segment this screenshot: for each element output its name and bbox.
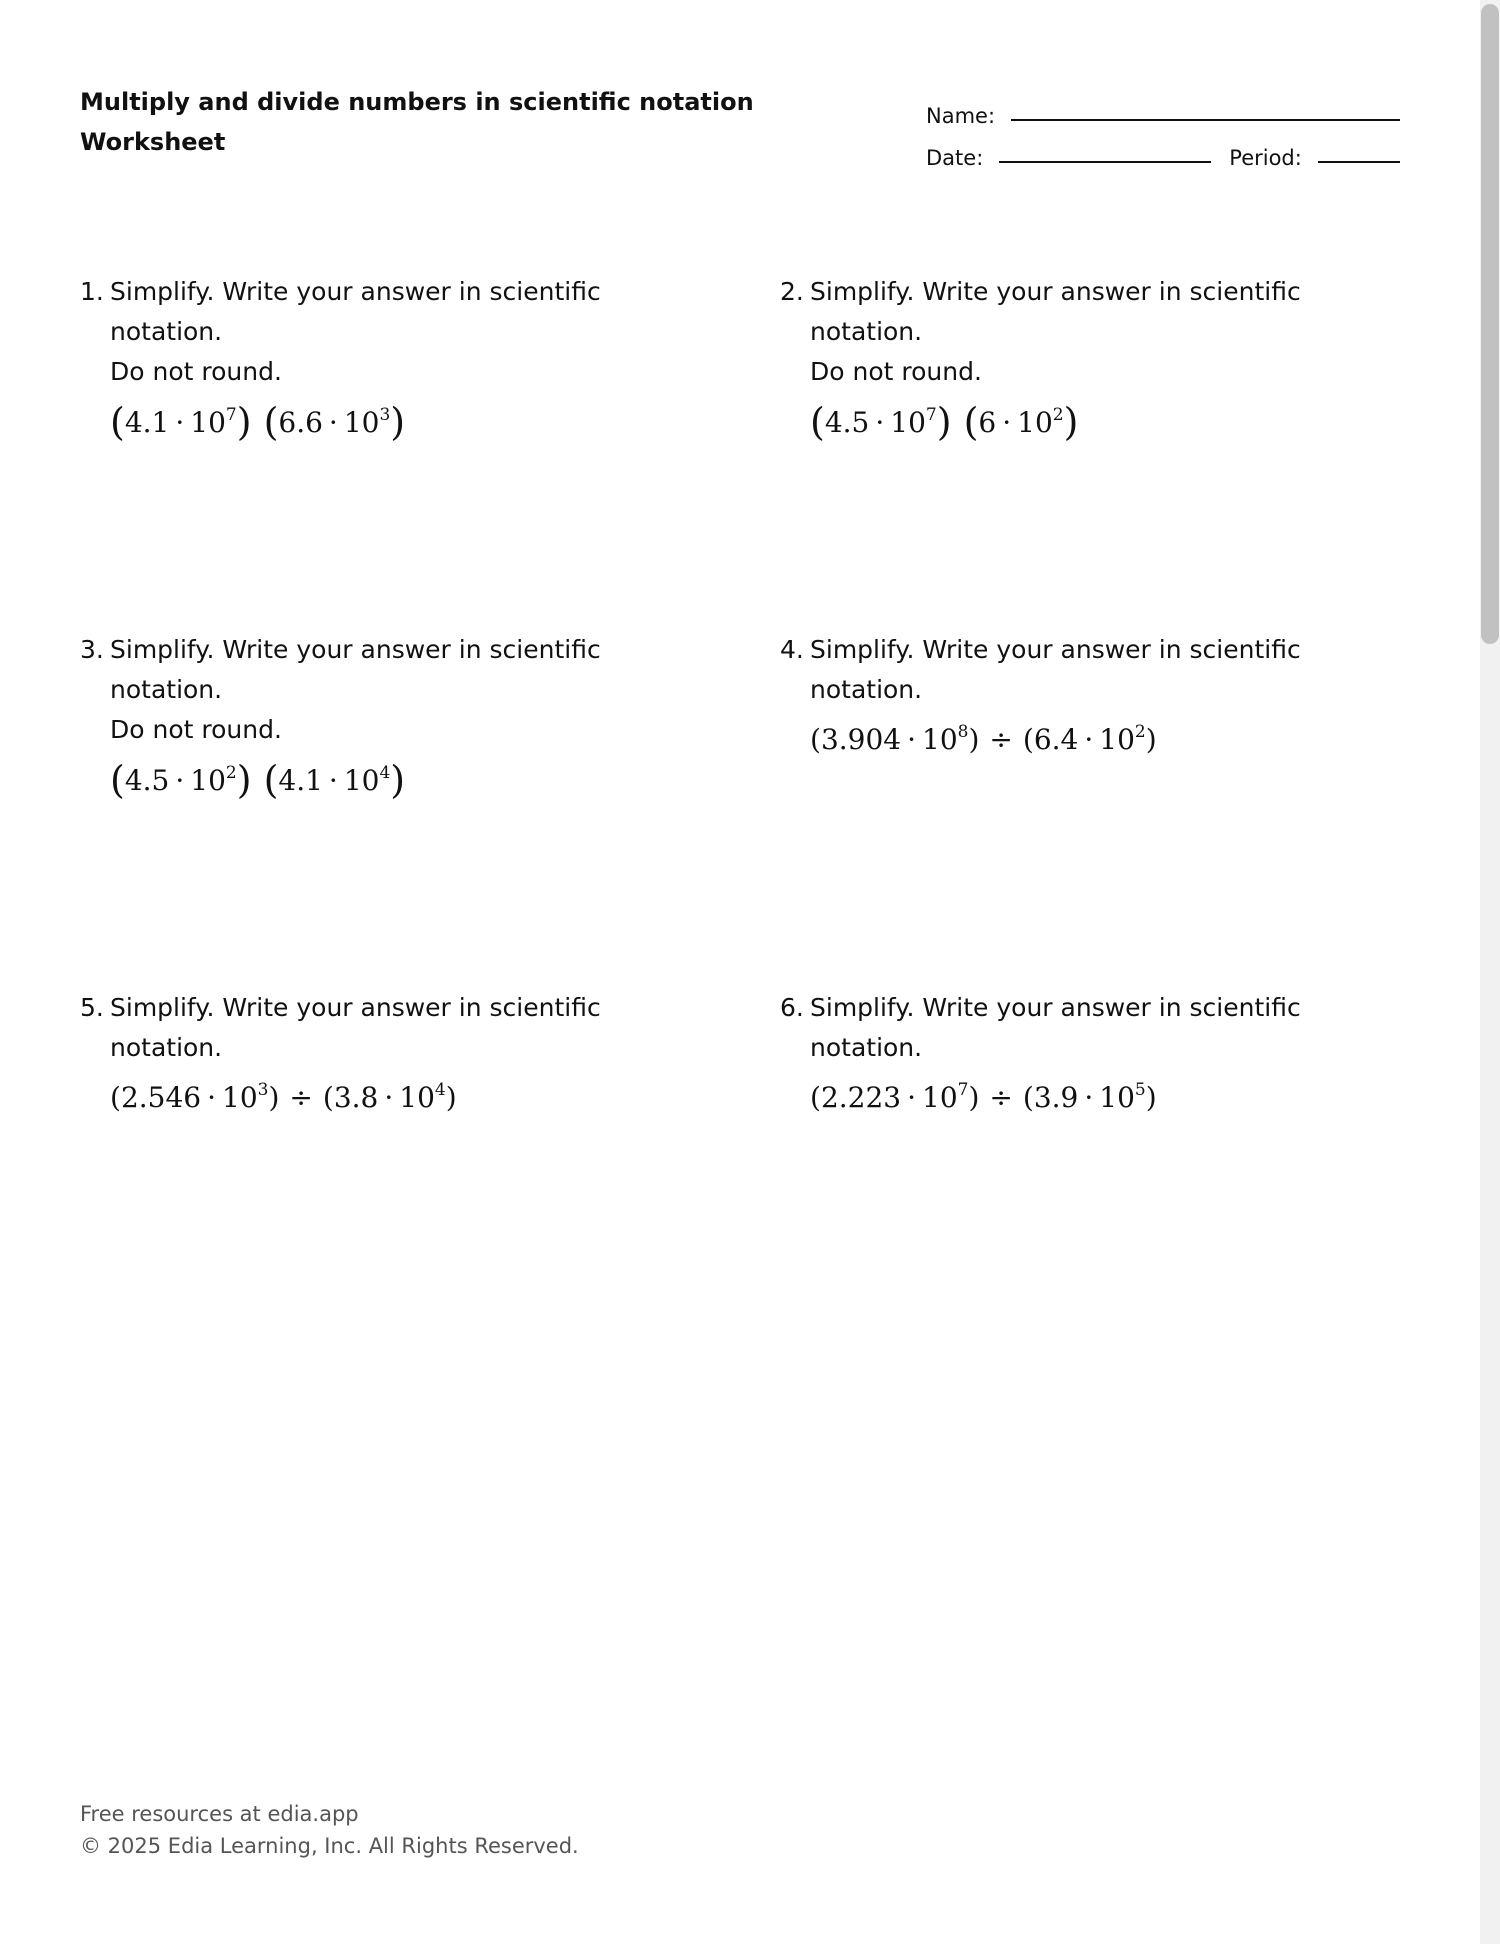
coefficient-a: 2.223: [820, 1081, 902, 1114]
coefficient-a: 2.546: [120, 1081, 202, 1114]
problem-expression: $(4.5 \cdot 10^7)$ $(6 \cdot 10^2)$: [810, 400, 1079, 444]
problem-instruction: Simplify. Write your answer in scientific notation.: [110, 993, 601, 1062]
problem-1: [80, 272, 700, 443]
exponent-b: 2: [1052, 405, 1064, 425]
name-label: Name:: [926, 104, 996, 128]
exponent-a: 7: [925, 405, 937, 425]
exponent-a: 7: [957, 1080, 969, 1100]
coefficient-a: 4.1: [124, 406, 170, 439]
problem-4: [780, 630, 1400, 760]
coefficient-a: 4.5: [124, 764, 170, 797]
date-period-row: [926, 128, 1400, 170]
problem-expression: $(4.5 \cdot 10^2)$ $(4.1 \cdot 10^4)$: [110, 758, 406, 802]
exponent-b: 3: [379, 405, 391, 425]
problem-number: 1.: [80, 277, 104, 306]
problem-2: [780, 272, 1400, 443]
problem-3: [80, 630, 700, 801]
period-line: [1318, 161, 1400, 163]
exponent-a: 7: [225, 405, 237, 425]
divide-operator: ÷: [989, 723, 1013, 756]
problem-expression: $(2.546 \cdot 10^3) \div (3.8 \cdot 10^4)$: [110, 1080, 457, 1114]
exponent-a: 8: [957, 722, 969, 742]
problem-5: [80, 988, 700, 1118]
date-line: [999, 161, 1211, 163]
problem-instruction: Simplify. Write your answer in scientific notation.: [110, 277, 601, 346]
problem-instruction: Simplify. Write your answer in scientific notation.: [810, 635, 1301, 704]
problem-instruction: Simplify. Write your answer in scientific notation.: [810, 277, 1301, 346]
exponent-a: 3: [257, 1080, 269, 1100]
date-label: Date:: [926, 146, 984, 170]
problem-6: [780, 988, 1400, 1118]
divide-operator: ÷: [289, 1081, 313, 1114]
problem-expression: $(2.223 \cdot 10^7) \div (3.9 \cdot 10^5)$: [810, 1080, 1157, 1114]
title-line-1: Multiply and divide numbers in scientific notation: [80, 88, 754, 116]
footer-resources: Free resources at edia.app: [80, 1802, 359, 1826]
coefficient-b: 6: [978, 406, 997, 439]
exponent-a: 2: [225, 763, 237, 783]
title-line-2: Worksheet: [80, 128, 226, 156]
coefficient-b: 3.9: [1033, 1081, 1079, 1114]
problem-note: Do not round.: [110, 357, 282, 386]
problem-note: Do not round.: [810, 357, 982, 386]
coefficient-b: 6.4: [1033, 723, 1079, 756]
problem-instruction: Simplify. Write your answer in scientific notation.: [110, 635, 601, 704]
problem-expression: $(4.1 \cdot 10^7)$ $(6.6 \cdot 10^3)$: [110, 400, 406, 444]
worksheet-title: [80, 82, 754, 162]
problem-expression: $(3.904 \cdot 10^8) \div (6.4 \cdot 10^2)$: [810, 722, 1157, 756]
exponent-b: 2: [1134, 722, 1146, 742]
name-line: [1011, 119, 1400, 121]
student-info: [926, 86, 1400, 170]
footer-copyright: © 2025 Edia Learning, Inc. All Rights Reserved.: [80, 1834, 579, 1858]
problem-instruction: Simplify. Write your answer in scientific notation.: [810, 993, 1301, 1062]
coefficient-b: 4.1: [278, 764, 323, 797]
problem-number: 2.: [780, 277, 804, 306]
coefficient-a: 4.5: [824, 406, 870, 439]
coefficient-b: 6.6: [278, 406, 323, 439]
exponent-b: 4: [434, 1080, 446, 1100]
coefficient-b: 3.8: [333, 1081, 379, 1114]
divide-operator: ÷: [989, 1081, 1013, 1114]
exponent-b: 5: [1134, 1080, 1146, 1100]
name-row: [926, 86, 1400, 128]
period-label: Period:: [1229, 146, 1302, 170]
exponent-b: 4: [379, 763, 391, 783]
footer: [80, 1798, 579, 1862]
coefficient-a: 3.904: [820, 723, 902, 756]
problem-number: 6.: [780, 993, 804, 1022]
problem-number: 4.: [780, 635, 804, 664]
vertical-scrollbar[interactable]: [1480, 0, 1500, 1944]
problem-note: Do not round.: [110, 715, 282, 744]
scrollbar-thumb[interactable]: [1481, 4, 1499, 644]
problem-number: 5.: [80, 993, 104, 1022]
problem-number: 3.: [80, 635, 104, 664]
